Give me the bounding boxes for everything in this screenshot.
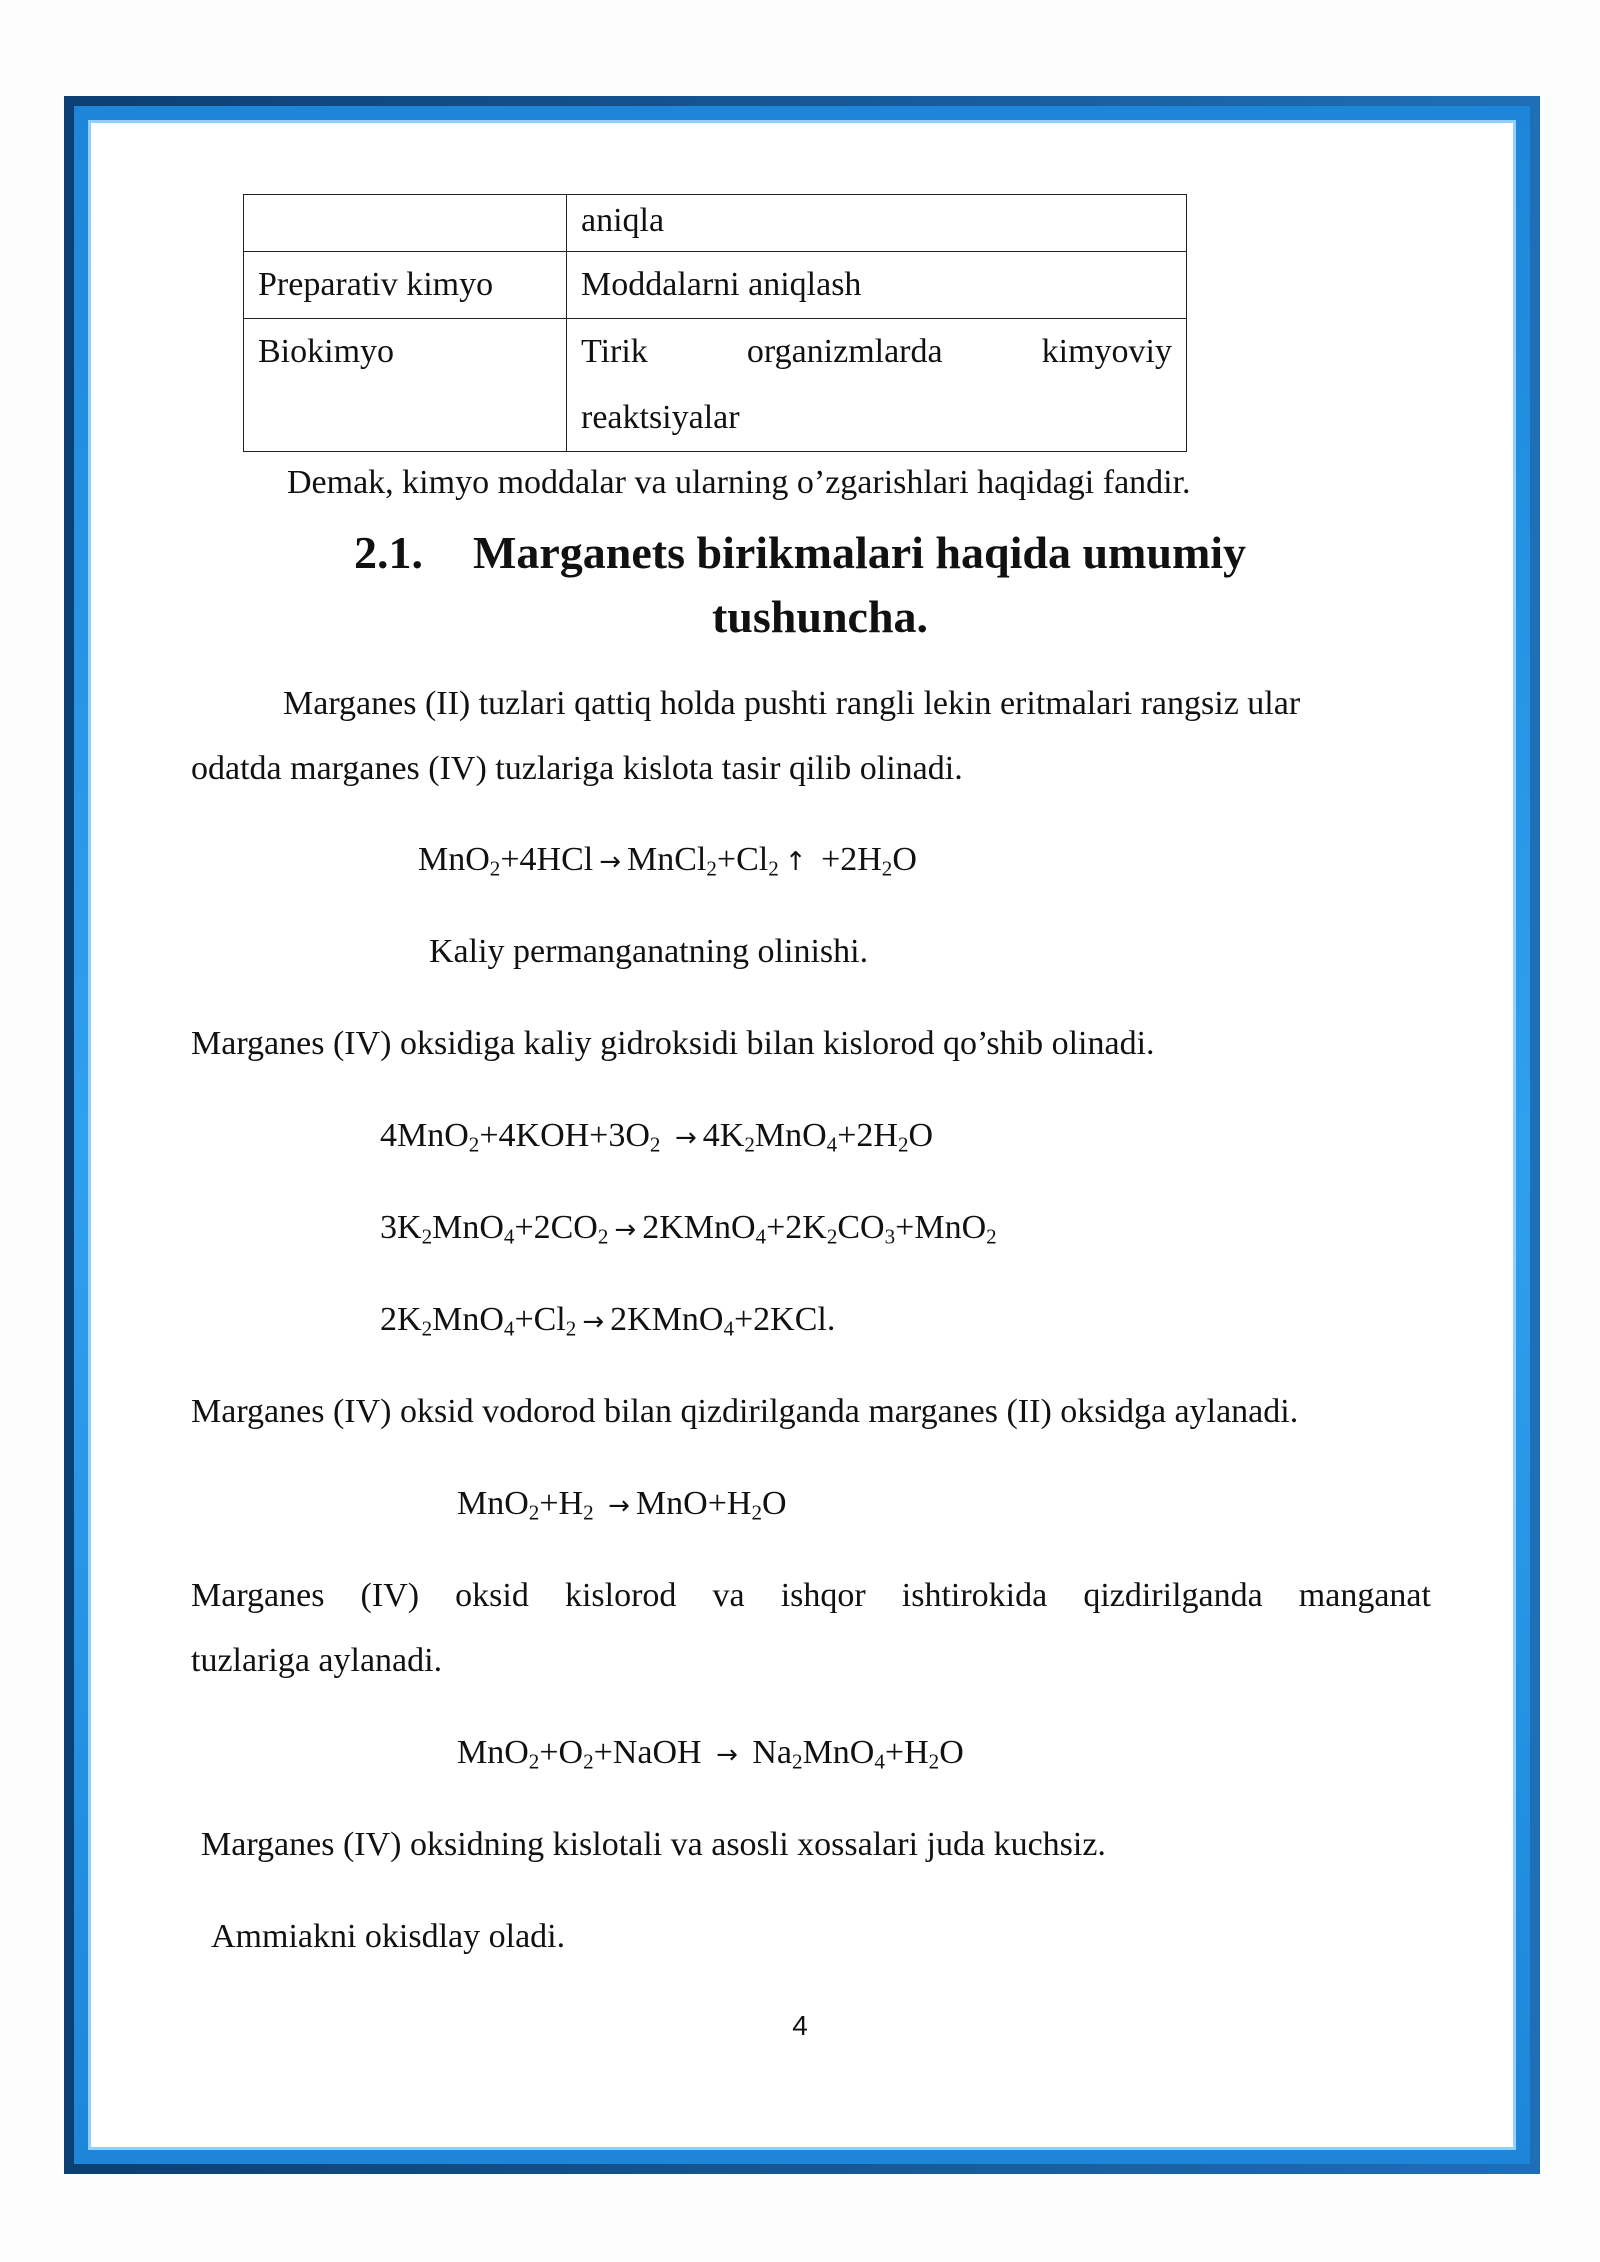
section-number: 2.1. — [353, 527, 423, 578]
equation: $MnO_2+H_2 \to MnO+H_2O$ — [457, 1485, 787, 1525]
section-title-line1: Marganets birikmalari haqida umumiy — [472, 527, 1247, 578]
paragraph: tuzlariga aylanadi. — [191, 1642, 443, 1679]
table-cell: aniqla — [567, 195, 1187, 252]
paragraph: Kaliy permanganatning olinishi. — [429, 933, 869, 970]
table-cell: Tirik organizmlarda kimyoviy reaktsiyalar — [567, 319, 1187, 452]
section-title-line2: tushuncha. — [711, 591, 929, 642]
equation: $3K_2MnO_4+2CO_2$ → $2KMnO_4+2K_2CO_3+MnO_2$ — [380, 1209, 997, 1249]
equation: $4MnO_2+4KOH+3O_2 \to 4K_2MnO_4+2H_2O$ — [380, 1117, 934, 1157]
paragraph: odatda marganes (IV) tuzlariga kislota tasir qilib olinadi. — [191, 750, 963, 787]
paragraph: Ammiakni okisdlay oladi. — [211, 1918, 566, 1955]
paragraph: Marganes (IV) oksidiga kaliy gidroksidi bilan kislorod qo’shib olinadi. — [191, 1025, 1155, 1062]
summary-text: Demak, kimyo moddalar va ularning o’zgarishlari haqidagi fandir. — [287, 464, 1191, 501]
table-row — [244, 195, 1187, 252]
paragraph: Marganes (IV) oksid kislorod va ishqor ishtirokida qizdirilganda manganat — [191, 1577, 1431, 1614]
equation: $MnO_2+4HCl \to MnCl_2+Cl_2$ ↑ $+2H_2O$ — [418, 841, 917, 881]
section-heading — [0, 521, 1600, 585]
equation: $2K_2MnO_4+Cl_2$ → 2KMnO$_4$+2KCl. — [380, 1301, 836, 1341]
table-cell: Biokimyo — [244, 319, 567, 452]
table-cell: Preparativ kimyo — [244, 252, 567, 319]
paragraph: Marganes (IV) oksid vodorod bilan qizdirilganda marganes (II) oksidga aylanadi. — [191, 1393, 1299, 1430]
paragraph: Marganes (II) tuzlari qattiq holda pushti rangli lekin eritmalari rangsiz ular — [283, 685, 1301, 722]
table-cell — [244, 195, 567, 252]
equation: $MnO_2+O_2+NaOH \to Na_2MnO_4+H_2O$ — [457, 1734, 964, 1774]
chemistry-branches-table — [243, 194, 1187, 452]
table-cell: Moddalarni aniqlash — [567, 252, 1187, 319]
table-row — [244, 319, 1187, 452]
page-number: 4 — [792, 2010, 808, 2041]
table-row — [244, 252, 1187, 319]
paragraph: Marganes (IV) oksidning kislotali va asosli xossalari juda kuchsiz. — [201, 1826, 1106, 1863]
